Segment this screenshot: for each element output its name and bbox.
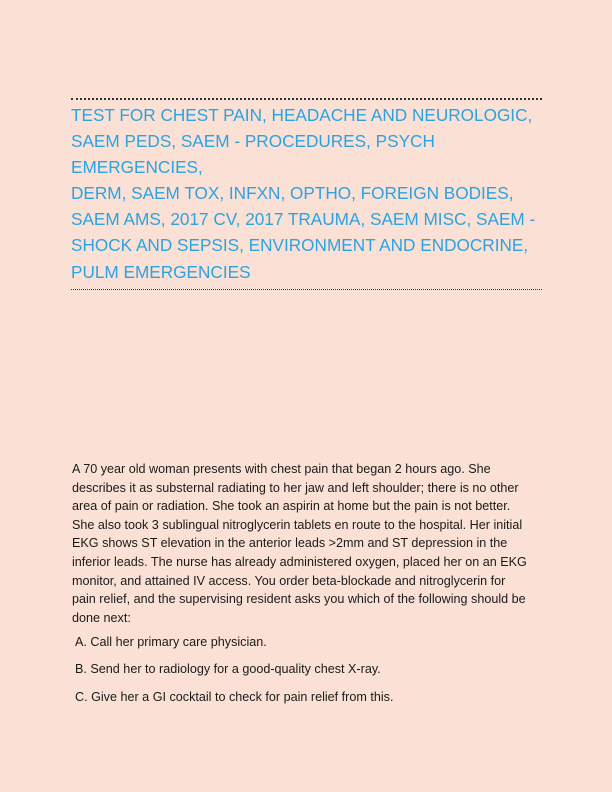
answer-options <box>72 633 544 706</box>
question-block <box>72 460 544 715</box>
answer-option-a: A. Call her primary care physician. <box>75 635 267 650</box>
answer-option-c: C. Give her a GI cocktail to check for pain relief from this. <box>75 689 394 704</box>
question-stem: A 70 year old woman presents with chest pain that began 2 hours ago. She describes it as substernal radiating to her jaw and left shoulder; there is no other area of pain or radiation. She took an aspirin at home but the pain is not better. She also took 3 sublingual nitroglycerin tablets en route to the hospital. Her initial EKG shows ST elevation in the anterior leads >2mm and ST depression in the inferior leads. The nurse has already administered oxygen, placed her on an EKG monitor, and attained IV access. You order beta-blockade and nitroglycerin for pain relief, and the supervising resident asks you which of the following should be done next: <box>72 462 527 625</box>
document-title: TEST FOR CHEST PAIN, HEADACHE AND NEUROLOGIC, SAEM PEDS, SAEM - PROCEDURES, PSYCH EMERGENCIES, DERM, SAEM TOX, INFXN, OPTHO, FOREIGN BODIES, SAEM AMS, 2017 CV, 2017 TRAUMA, SAEM MISC, SAEM - SHOCK AND SEPSIS, ENVIRONMENT AND ENDOCRINE, PULM EMERGENCIES <box>71 105 536 282</box>
title-block <box>71 98 542 290</box>
answer-option-b: B. Send her to radiology for a good-quality chest X-ray. <box>75 662 381 677</box>
